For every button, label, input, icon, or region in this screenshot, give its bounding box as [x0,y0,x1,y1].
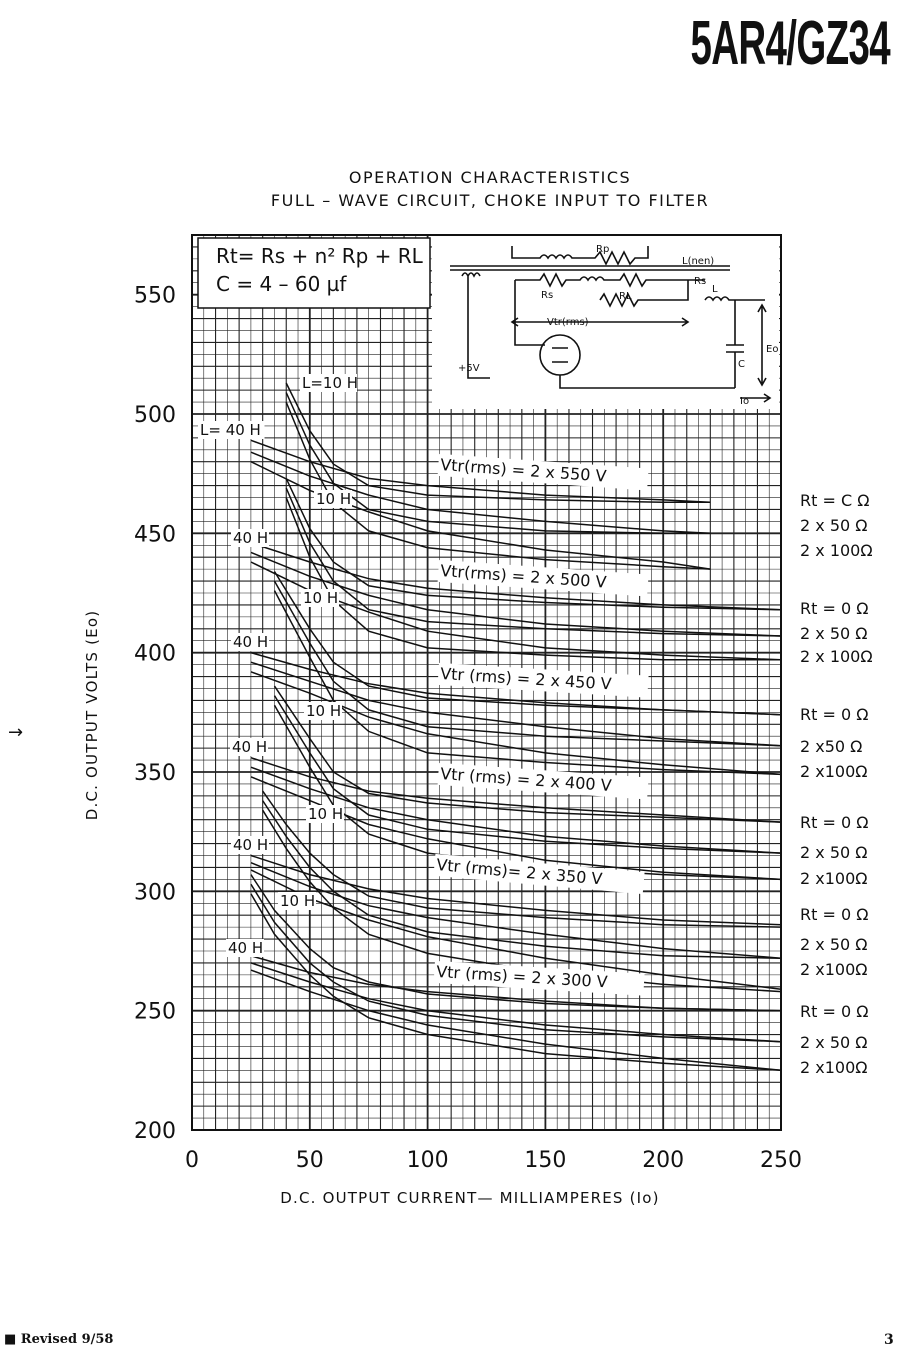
inductance-10h-label-5: 10 H [280,892,316,910]
tube-type-title: 5AR4/GZ34 [690,9,890,78]
inductance-10h-label-4: 10 H [308,805,344,823]
rt-label-1-1: 2 x 50 Ω [800,624,868,643]
rt-label-2-0: Rt = 0 Ω [800,705,869,724]
rt-label-1-2: 2 x 100Ω [800,647,873,666]
vtr-label-1: Vtr(rms) = 2 x 500 V [439,561,608,592]
inductance-10h-label-2: 10 H [303,589,339,607]
vtr-label-5: Vtr (rms) = 2 x 300 V [435,962,609,992]
x-axis-label: D.C. OUTPUT CURRENT— MILLIAMPERES (Io) [280,1189,660,1207]
rt-label-2-1: 2 x50 Ω [800,737,863,756]
vtr-label-4: Vtr (rms)= 2 x 350 V [435,855,604,889]
y-tick-label: 350 [134,761,176,786]
circuit-label-eo: Eo [766,344,779,355]
curve-vtr3-series2 [275,705,782,879]
rt-label-5-2: 2 x100Ω [800,1058,868,1077]
circuit-label-rs-right: Rs [694,276,707,287]
rt-label-4-1: 2 x 50 Ω [800,935,868,954]
margin-arrow: → [8,722,24,743]
y-tick-label: 250 [134,999,176,1025]
y-tick-label: 300 [134,880,176,906]
chart-title-line-1: OPERATION CHARACTERISTICS [348,168,632,187]
inductance-40h-label-3: 40 H [232,738,268,756]
inductance-40h-label-2: 40 H [233,633,269,651]
y-tick-label: 550 [134,283,176,309]
vtr-label-3: Vtr (rms) = 2 x 400 V [439,764,613,795]
chart-title-line-2: FULL – WAVE CIRCUIT, CHOKE INPUT TO FILTER [270,191,710,210]
y-tick-label: 200 [134,1119,176,1144]
rt-label-0-0: Rt = C Ω [800,491,870,510]
y-tick-label: 400 [134,641,176,667]
rt-label-5-0: Rt = 0 Ω [800,1002,869,1021]
vtr-label-2: Vtr (rms) = 2 x 450 V [439,664,613,694]
rt-label-4-0: Rt = 0 Ω [800,905,869,924]
x-tick-label: 200 [642,1148,685,1173]
rt-label-3-1: 2 x 50 Ω [800,843,868,862]
inductance-40h-label-5: 40 H [228,939,264,957]
rt-label-0-2: 2 x 100Ω [800,541,873,560]
y-axis-label: D.C. OUTPUT VOLTS (Eo) [83,609,101,821]
circuit-label-vtr: Vtr(rms) [547,317,589,328]
formula-c: C = 4 – 60 µf [216,272,347,296]
circuit-label-5v: +5V [458,363,480,374]
page-number: 3 [884,1332,894,1348]
rt-label-5-1: 2 x 50 Ω [800,1033,868,1052]
rt-label-2-2: 2 x100Ω [800,762,868,781]
rt-label-3-2: 2 x100Ω [800,869,868,888]
circuit-label-c: C [738,359,745,370]
circuit-label-rs-left: Rs [541,290,554,301]
circuit-label-l-nen: L(nen) [682,256,715,267]
circuit-label-l: L [712,284,718,295]
x-tick-label: 0 [185,1148,199,1173]
revision-note: ■ Revised 9/58 [4,1332,114,1347]
y-tick-label: 450 [134,522,176,548]
circuit-label-rl: RL [619,291,632,302]
rt-label-0-1: 2 x 50 Ω [800,516,868,535]
inductance-10h-label-0: L=10 H [302,374,359,392]
rt-label-3-0: Rt = 0 Ω [800,813,869,832]
y-tick-label: 500 [134,403,176,428]
inductance-10h-label-1: 10 H [316,490,352,508]
x-tick-label: 150 [524,1148,567,1173]
x-tick-label: 50 [295,1148,324,1173]
rt-label-1-0: Rt = 0 Ω [800,599,869,618]
inductance-40h-label-4: 40 H [233,836,269,854]
circuit-label-io: Io [740,396,750,407]
formula-rt: Rt= Rs + n² Rp + RL [216,244,423,268]
circuit-label-rp: Rp [596,244,610,255]
inductance-40h-label-0: L= 40 H [200,421,261,439]
inductance-10h-label-3: 10 H [306,702,342,720]
vtr-label-0: Vtr(rms) = 2 x 550 V [439,455,608,486]
inductance-40h-label-1: 40 H [233,529,269,547]
x-tick-label: 250 [760,1148,802,1173]
rt-label-4-2: 2 x100Ω [800,960,868,979]
x-tick-label: 100 [406,1148,449,1173]
